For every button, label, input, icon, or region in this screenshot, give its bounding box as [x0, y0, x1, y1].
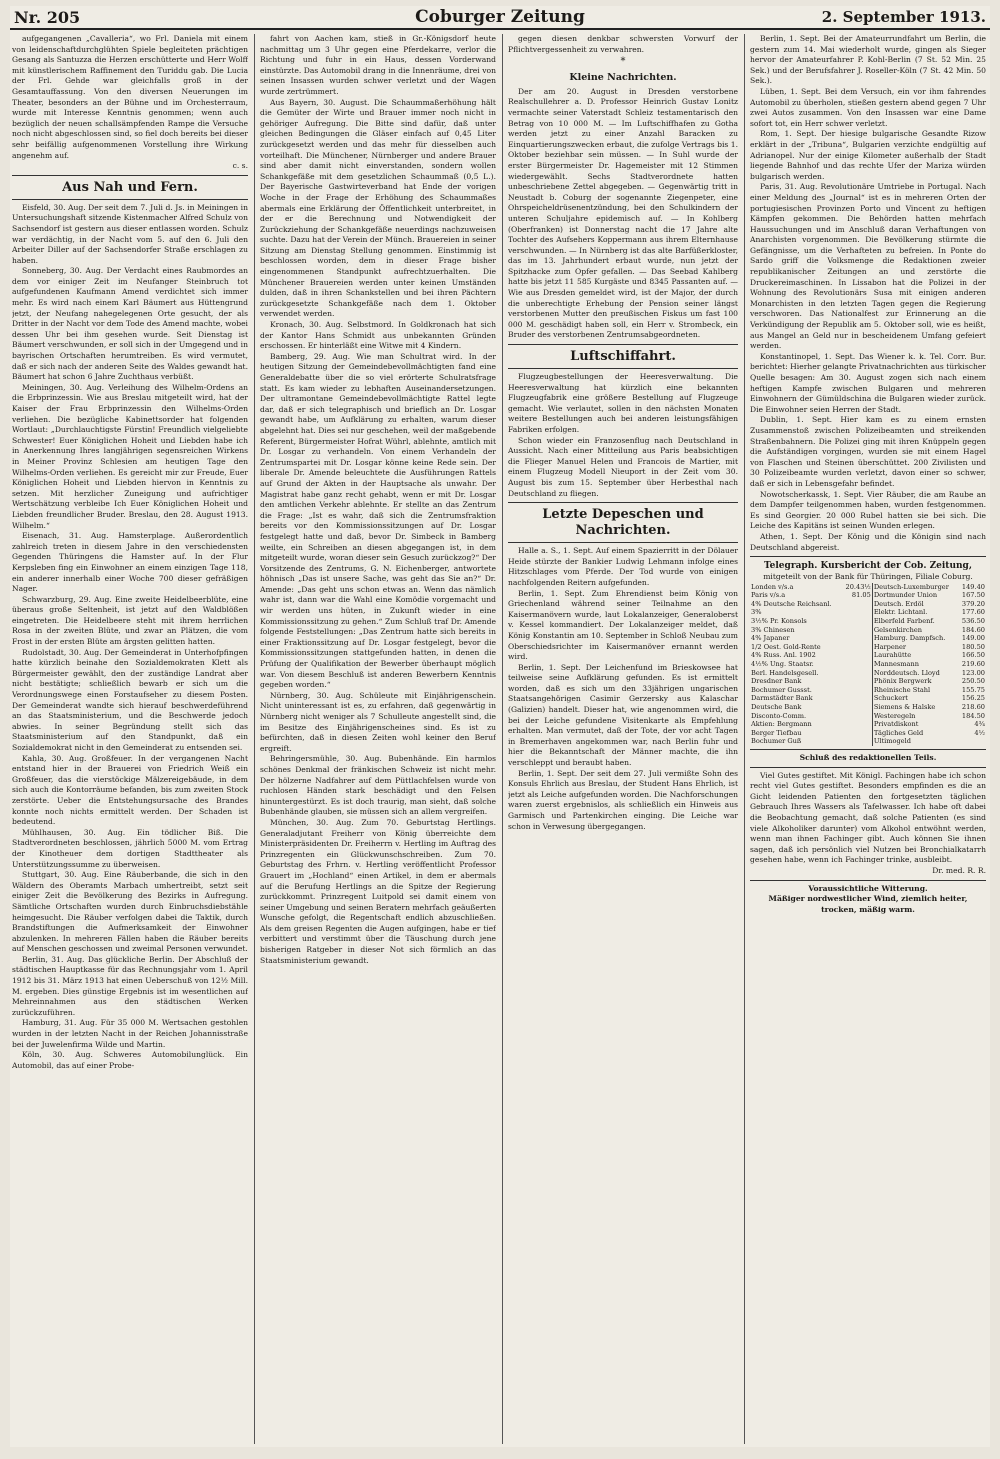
divider	[508, 542, 738, 543]
table-cell: 180.50	[961, 642, 985, 651]
section-heading: Aus Nah und Fern.	[62, 179, 198, 195]
article-text: Lüben, 1. Sept. Bei dem Versuch, ein vor ihm fahrendes Automobil zu überholen, stießen gestern abend gegen 7 Uhr zwei Autos zusammen. Von den Insassen war eine Dame sofort tot, ein Herr schwer verletzt.	[750, 86, 986, 128]
article-text: Athen, 1. Sept. Der König und die Königin sind nach Deutschland abgereist.	[750, 531, 986, 552]
table-cell: 4% Japaner	[751, 634, 790, 643]
table-row	[750, 608, 986, 617]
table-cell: Aktien: Bergmann	[751, 720, 812, 729]
article-text: Aus Bayern, 30. August. Die Schaummaßerhöhung hält die Gemüter der Wirte und Brauer immer noch nicht in gehöriger Aufregung. Die Bitte sind dafür, daß unter gleichen Bedingungen die Gläser einfach auf 0,45 Liter zurückgesetzt werden und das mehr für diesselben auch vorteilhaft. Die Münchener, Nürnberger und andere Brauer sind aber damit nicht einverstanden, sondern wollen Schankgefäße mit dem gesetzlichen Schaummaß (0,5 L.). Der Bayerische Gastwirteverband hat Ende der vorigen Woche in der Frage der Erhöhung des Schaummaßes abermals eine Erklärung der Öffentlichkeit unterbreitet, in der er die Berechnung und Notwendigkeit der Zurückziehung der Schankgefäße neuerdings nachzuweisen suchte. Dazu hat der Verein der Münch. Brauereien in seiner Sitzung am Dienstag Stellung genommen. Einstimmig ist beschlossen worden, dem in dieser Frage bisher eingenommenen Standpunkt aufrechtzuerhalten. Die Münchener Brauereien werden unter keinen Umständen dulden, daß in ihren Schankstellen und bei ihren Pächtern zurückgesetzte Schankgefäße nach dem 1. Oktober verwendet werden.	[260, 97, 496, 319]
table-row	[750, 600, 986, 609]
article-text: Hamburg, 31. Aug. Für 35 000 M. Wertsachen gestohlen wurden in der letzten Nacht in der Reichen Johannisstraße bei der Juwelenfirma Wilde und Martin.	[12, 1018, 248, 1049]
article-text: Rudolstadt, 30. Aug. Der Gemeinderat in Unterhofpfingen hatte kürzlich beinahe den Sozialdemokraten Klett als Bürgermeister gewählt, den der zuständige Landrat aber nicht bestätigte; schließlich bewarb er sich um die Verordnungswege einen Forstaufseher zu diesem Posten. Der Gemeinderat wandte sich hierauf beschwerdeführend an das Staatsministerium, und die Beschwerde jedoch abwies. In seiner Begründung stellt sich das Staatsministerium auf den Standpunkt, daß ein Sozialdemokrat nicht in den Gemeinderat zu entsenden sei.	[12, 647, 248, 752]
article-text: Behringersmühle, 30. Aug. Bubenhände. Ein harmlos schönes Denkmal der fränkischen Schweiz ist nicht mehr. Der hölzerne Nadfahrer auf dem Püttlachfelsen wurde von ruchlosen Händen stark beschädigt und den Felsen hinuntergestürzt. Es ist doch traurig, man sieht, daß solche Bubenhände glauben, sie müssen sich an allem vergreifen.	[260, 754, 496, 817]
table-cell: Privatdiskont	[873, 720, 919, 729]
article-text: gegen diesen denkbar schwersten Vorwurf der Pflichtvergessenheit zu verwahren.	[508, 34, 738, 54]
column-1	[12, 34, 248, 1444]
table-cell	[842, 720, 873, 729]
table-cell: Elberfeld Farbenf.	[873, 617, 935, 626]
exchange-report-subtitle: mitgeteilt von der Bank für Thüringen, Filiale Coburg.	[763, 572, 973, 582]
divider	[508, 502, 738, 503]
table-row	[750, 651, 986, 660]
divider	[750, 556, 986, 557]
column-rule	[254, 34, 255, 1444]
table-cell: Harpener	[873, 642, 907, 651]
table-cell: Laurahütte	[873, 651, 912, 660]
table-cell: 219.60	[961, 660, 985, 669]
table-cell: Siemens & Halske	[873, 703, 936, 711]
table-cell: 3% Chinesen	[751, 625, 795, 634]
table-cell	[842, 737, 873, 746]
article-text: Der am 20. August in Dresden verstorbene Realschullehrer a. D. Professor Heinrich Gustav Lonitz vermachte seiner Vaterstadt Schleiz testamentarisch den Betrag von 10 000 M. — Im Luftschiffhafen zu Gotha werden jetzt zu einer Anzahl Baracken zu Einquartierungszwecken erbaut, die zufolge Vertrags bis 1. Oktober beziehbar sein müssen. — In Suhl wurde der erster Bürgermeister Dr. Hagemeister mit 12 Stimmen wiedergewählt. Sechs Stadtverordnete hatten unbeschriebene Zettel abgegeben. — Gegenwärtig tritt in Neustadt b. Coburg der sogenannte Ziegenpeter, eine Ohrspeicheldrüsenentzündung, bei den Schulkindern der unteren Schuljahre epidemisch auf. — In Kohlberg (Oberfranken) ist Donnerstag nacht die 17 Jahre alte Tochter des Aufsehers Koppermann aus ihrem Elternhause verschwunden. — In Nürnberg ist das alte Barfüßerkloster, das im 13. Jahrhundert erbaut wurde, nun jetzt der Spitzhacke zum Opfer gefallen. — Das Seebad Kahlberg hatte bis jetzt 11 585 Kurgäste und 8345 Passanten auf. — Wie aus Dresden gemeldet wird, ist der Major, der durch die unberechtigte Erhebung der Pension seiner längst verstorbenen Mutter den preußischen Fiskus um fast 100 000 M. geschädigt haben soll, ein Herr v. Strombeck, ein Bruder des verstorbenen Zentrumsabgeordneten.	[508, 86, 738, 340]
table-cell: Londen v/s.a	[751, 582, 794, 591]
article-text: Sonneberg, 30. Aug. Der Verdacht eines Raubmordes an dem vor einiger Zeit im Neufanger Steinbruch tot aufgefundenen Kaufmann Amend verdichtet sich immer mehr. Es wird nach einem Karl Bäumert aus Hüttengrund jetzt, der Neufang nahegelegenen Orte gesucht, der als Dritter in der Nacht vor dem Tode des Amend machte, wobei dessen Uhr bei ihm gesehen wurde. Seit Dienstag ist Bäumert verschwunden, er soll sich in der Umgegend und in bayrischen Ortschaften herumtreiben. Es wird vermutet, daß er sich nach der anderen Seite des Waldes gewandt hat. Bäumert hat schon 6 Jahre Zuchthaus verbüßt.	[12, 266, 248, 382]
article-text: Köln, 30. Aug. Schweres Automobilunglück. Ein Automobil, das auf einer Probe-	[12, 1050, 248, 1070]
table-cell: Phönix Bergwerk	[873, 677, 932, 686]
table-cell: 167.50	[961, 591, 985, 600]
table-cell: Deutsch. Erdöl	[873, 599, 924, 608]
table-cell: Darmstädter Bank	[751, 694, 813, 703]
section-heading: Kleine Nachrichten.	[569, 71, 677, 83]
table-cell: Bochumer Guß	[751, 737, 802, 746]
article-text: Kahla, 30. Aug. Großfeuer. In der vergangenen Nacht entstand hier in der Brauerei von Friedrich Weiß ein Großfeuer, das die vierstöckige Mälzereigebäude, in dem sich auch die Kontorräume befanden, bis zum zweiten Stock zerstörte. Ueber die Entstehungsursache des Brandes konnte noch nichts ermittelt werden. Der Schaden ist bedeutend.	[12, 753, 248, 827]
table-cell: Disconto-Comm.	[751, 711, 807, 720]
article-text: Flugzeugbestellungen der Heeresverwaltung. Die Heeresverwaltung hat kürzlich eine bekannten Flugzeugfabrik eine größere Bestellung auf Flugzeuge gemacht. Wie verlautet, sollen in den nächsten Monaten weitere Bestellungen auch bei anderen leistungsfähigen Fabriken erfolgen.	[508, 372, 738, 434]
table-cell: Norddeutsch. Lloyd	[873, 668, 940, 677]
article-text: Stuttgart, 30. Aug. Eine Räuberbande, die sich in den Wäldern des Oberamts Marbach umhertreibt, setzt seit einiger Zeit die Bevölkerung des Bezirks in Aufregung. Sämtliche Ortschaften wurden durch Einbruchsdiebstähle heimgesucht. Die Räuber verfolgen dabei die Taktik, durch Brandstiftungen die Aufmerksamkeit der Einwohner abzulenken. In mehreren Fällen haben die Räuber bereits auf Menschen geschossen und zweimal Personen verwundet.	[12, 870, 248, 954]
table-cell: 20.43½	[842, 583, 873, 592]
table-row	[750, 634, 986, 643]
article-text: München, 30. Aug. Zum 70. Geburtstag Hertlings. Generaladjutant Freiherr von König überreichte dem Ministerpräsidenten Dr. Freiherrn v. Hertling im Auftrag des Prinzregenten ein Glückwunschschreiben. Zum 70. Geburtstag des Frhrn. v. Hertling veröffentlicht Professor Grauert im „Hochland“ einen Artikel, in dem er abermals auf die Berufung Hertlings an die Spitze der Regierung zurückkommt. Prinzregent Luitpold sei damit einem von seiner Umgebung und seinen Beratern mehrfach geäußerten Wunsche gefolgt, die Regentschaft endlich abzuschließen. Als dem greisen Regenten die Augen aufgingen, habe er tief verbittert und verstimmt über die Täuschung durch jene bisherigen Ratgeber in dieser Not sich förmlich an das Staatsministerium gewandt.	[260, 817, 496, 965]
table-cell: 81.05	[842, 591, 873, 600]
article-text: Konstantinopel, 1. Sept. Das Wiener k. k. Tel. Corr. Bur. berichtet: Hierher gelangte Privatnachrichten aus türkischer Quelle besagen: Am 30. August zogen sich nach einem heftigen Kampfe zwischen Bulgaren und mehreren Einwohnern der Gümüldschina die Bulgaren wieder zurück. Die Einwohner seien Herren der Stadt.	[750, 351, 986, 414]
table-cell: Paris v/s.a	[751, 591, 786, 600]
table-row	[750, 626, 986, 635]
table-cell: Mannesmann	[873, 660, 919, 669]
divider	[12, 175, 248, 176]
table-row	[750, 694, 986, 703]
masthead	[10, 6, 990, 30]
divider	[508, 344, 738, 345]
article-text: Eisenach, 31. Aug. Hamsterplage. Außerordentlich zahlreich treten in diesem Jahre in den verschiedensten Gegenden Thüringens die Hamster auf. In der Flur Kerpsleben fing ein Einwohner an einem einzigen Tage 118, ein anderer innerhalb einer Woche 700 dieser gefräßigen Nager.	[12, 531, 248, 594]
divider	[750, 880, 986, 881]
table-cell: 156.25	[961, 694, 985, 703]
table-cell: 218.60	[961, 703, 985, 711]
table-row	[750, 660, 986, 669]
table-cell: 536.50	[961, 617, 985, 626]
table-cell: Dortmunder Union	[873, 591, 938, 600]
table-cell: Deutsch-Luxemburger	[873, 582, 949, 591]
table-cell: Berl. Handelsgesell.	[751, 668, 819, 677]
article-text: fahrt von Aachen kam, stieß in Gr.-Königsdorf heute nachmittag um 3 Uhr gegen eine Pferdekarre, verlor die Richtung und fuhr in ein Haus, dessen Vorderwand einstürzte. Das Automobil drang in die Innenräume, drei von seinen Insassen wurden schwer verletzt und der Wagen wurde zertrümmert.	[260, 34, 496, 96]
table-cell: Dresdner Bank	[751, 677, 802, 686]
table-cell	[842, 729, 873, 738]
table-cell: Hamburg. Dampfsch.	[873, 634, 946, 643]
table-cell: 155.75	[961, 685, 985, 694]
table-cell: 1/2 Oest. Gold-Rente	[751, 642, 821, 651]
table-cell: Westeregeln	[873, 711, 916, 720]
table-row	[750, 712, 986, 721]
table-cell: Elektr. Lichtanl.	[873, 608, 928, 617]
table-row	[750, 737, 986, 746]
column-rule	[744, 34, 745, 1444]
section-heading: Letzte Depeschen und Nachrichten.	[542, 507, 704, 539]
table-cell: 177.60	[961, 608, 985, 617]
table-cell: 149.00	[961, 634, 985, 643]
article-text: Berlin, 1. Sept. Zum Ehrendienst beim König von Griechenland während seiner Teilnahme an den Kaisermanövern wurde, laut Lokalanzeiger, Generaloberst v. Kessel kommandiert. Der Lokalanzeiger meldet, daß König Konstantin am 10. September in Schloß Neubau zum Oberschiedsrichter im Kaisermanöver ernannt werden wird.	[508, 588, 738, 662]
article-text: Meiningen, 30. Aug. Verleihung des Wilhelm-Ordens an die Erbprinzessin. Wie aus Breslau mitgeteilt wird, hat der Kaiser der Frau Erbprinzessin den Wilhelms-Orden verliehen. Die bezügliche Kabinettsorder hat folgenden Wortlaut: „Durchlauchtigste Fürstin! Freundlich vielgeliebte Schwester! Euer Königlichen Hoheit und Liebden habe ich in Anerkennung Ihres langjährigen segensreichen Wirkens in Meiner Provinz Schlesien am heutigen Tage den Wilhelms-Orden verliehen. Es gereicht mir zur Freude, Euer Königlichen Hoheit und Liebden hiervon in Kenntnis zu setzen. Mit herzlicher Zuneigung und aufrichtiger Wertschätzung verbleibe Ich Euer Königlichen Hoheit und Liebden freundlicher Bruder. Breslau, den 28. August 1913. Wilhelm.“	[12, 382, 248, 530]
article-text: Berlin, 1. Sept. Der seit dem 27. Juli vermißte Sohn des Konsuls Ehrlich aus Breslau, der Student Hans Ehrlich, ist jetzt als Leiche aufgefunden worden. Die Nachforschungen waren zuerst ergebnislos, als schließlich ein Hinweis aus Garmisch und Partenkirchen einging. Die Leiche war schon in Verwesung übergegangen.	[508, 768, 738, 831]
table-cell	[958, 737, 986, 746]
article-text: Mühlhausen, 30. Aug. Ein tödlicher Biß. Die Stadtverordneten beschlossen, jährlich 5000 M. vom Ertrag der Kinotheuer dem dortigen Stadttheater als Unterstützungssumme zu überweisen.	[12, 827, 248, 869]
advertisement-signature: Dr. med. R. R.	[932, 865, 986, 875]
table-cell: 4% Deutsche Reichsanl.	[751, 599, 832, 608]
table-cell: 4½	[974, 728, 985, 737]
table-row	[750, 591, 986, 600]
table-cell	[842, 634, 873, 643]
table-cell	[842, 677, 873, 686]
table-cell	[842, 608, 873, 617]
article-text: Nowotscherkassk, 1. Sept. Vier Räuber, die am Raube an dem Dampfer teilgenommen haben, wurden festgenommen. Es sind Georgier. 20 000 Rubel hatten sie bei sich. Die Leiche des Kapitäns ist seinen Wunden erlegen.	[750, 489, 986, 531]
table-cell: Schuckert	[873, 694, 908, 703]
table-cell: Gelsenkirchen	[873, 625, 922, 634]
separator-star: *	[620, 56, 626, 68]
table-row	[750, 669, 986, 678]
article-text: Nürnberg, 30. Aug. Schüleute mit Einjährigenschein. Nicht uninteressant ist es, zu erfahren, daß gegenwärtig in Nürnberg nicht weniger als 7 Schulleute angestellt sind, die im Besitze des Einjährigenscheines sind. Es ist zu befürchten, daß in diesen Zeiten wohl keiner den Beruf ergreift.	[260, 690, 496, 753]
weather-title: Voraussichtliche Witterung.	[808, 883, 928, 893]
table-cell	[842, 626, 873, 635]
table-cell	[842, 600, 873, 609]
newspaper-page	[10, 6, 990, 1447]
article-text: Bamberg, 29. Aug. Wie man Schultrat wird. In der heutigen Sitzung der Gemeindebevollmächtigten fand eine Generaldebatte über die so viel erörterte Schulratsfrage statt. Es kam wieder zu lebhaften Auseinandersetzungen. Der ultramontane Gemeindebevollmächtigte Rattel legte dar, daß er sich telegraphisch und brieflich an Dr. Losgar gewandt habe, um Aufklärung zu erhalten, warum dieser abgelehnt hat. Dies sei nur geschehen, weil der maßgebende Referent, Bürgermeister Hofrat Wührl, ablehnte, amtlich mit Dr. Losgar zu verhandeln. Von einem Verhandeln der Zentrumspartei mit Dr. Losgar könne keine Rede sein. Der liberale Dr. Amende beleuchtete die Ausführungen Rattels auf Grund der Akten in der Hauptsache als unwahr. Der Magistrat habe ganz recht gehabt, wenn er mit Dr. Losgar den amtlichen Verkehr ablehnte. Er stellte an das Zentrum die Frage: „Ist es wahr, daß sich die Zentrumsfraktion bereits vor den Kommissionssitzungen auf Dr. Losgar festgelegt hatte und daß, bevor Dr. Simbeck in Bamberg weilte, ein Schreiben an diesen abgegangen ist, in dem mitgeteilt wurde, woran dieser sein Gesuch zurückzog?“ Der Vorsitzende des Zentrums, G. N. Eichenberger, antwortete höhnisch „Das ist unsere Sache, was geht das Sie an?“ Dr. Amende: „Das geht uns schon etwas an. Wenn das nämlich wahr ist, dann war die Wahl eine Komödie vorgemacht und wir werden uns hüten, in Zukunft wieder in eine Kommissionssitzung zu gehen.“ Zum Schluß traf Dr. Amende folgende Feststellungen: „Das Zentrum hatte sich bereits in einer Fraktionssitzung auf Dr. Losgar festgelegt, bevor die Kommissionssitzungen stattgefunden hatten, in denen die Prüfung der Qualifikation der Bewerber überhaupt möglich war. Von diesem Beschluß ist anderen Bewerbern Kenntnis gegeben worden.“	[260, 351, 496, 690]
article-text: Berlin, 31. Aug. Das glückliche Berlin. Der Abschluß der städtischen Hauptkasse für das Rechnungsjahr vom 1. April 1912 bis 31. März 1913 hat einen Ueberschuß von 12½ Mill. M. ergeben. Dies günstige Ergebnis ist im wesentlichen auf Mehreinnahmen aus den städtischen Werken zurückzuführen.	[12, 954, 248, 1017]
article-text: Schwarzburg, 29. Aug. Eine zweite Heidelbeerblüte, eine überaus große Seltenheit, ist jetzt auf den Waldblößen eingetreten. Die Heidelbeere steht mit ihrem herrlichen Rosa in der zweiten Blüte, und zwar an Plätzen, die vom Frost in der ersten Blüte am ärgsten gelitten hatten.	[12, 594, 248, 647]
table-cell: Bochumer Gussst.	[751, 685, 812, 694]
table-cell	[842, 669, 873, 678]
table-cell: 4½% Ung. Staatsr.	[751, 660, 814, 669]
article-text: aufgegangenen „Cavalleria“, wo Frl. Daniela mit einem von leidenschaftdurchglühten Spiele begleiteten prächtigen Gesang als Santuzza die Herzen erschütterte und Herr Wolff mit künstlerischem Raffinement den Turiddu gab. Die Lucia der Frl. Gehde war gleichfalls groß in der Gesamtauffassung. Von den diversen Neuerungen im Theater, besonders an der Bühne und im Orchesterraum, wurde mit Interesse Kenntnis genommen; wenn auch bezüglich der neuen schallsämpfenden Rampe die Versuche noch nicht abgeschlossen sind, so fiel doch bereits bei dieser sehr beifällig aufgenommenen Vorstellung ihre Wirkung angenehm auf.	[12, 34, 248, 160]
column-2	[260, 34, 496, 1444]
issue-date: 2. September 1913.	[821, 8, 986, 26]
article-text: Berlin, 1. Sept. Der Leichenfund im Brieskowsee hat teilweise seine Aufklärung gefunden. Es ist ermittelt worden, daß es sich um den 33jährigen ungarischen Staatsangehörigen Casimir Gerzersky aus Kalaschar (Galizien) handelt. Dieser hat, wie angenommen wird, die bei der Leiche gefundene Visitenkarte als Empfehlung erhalten. Man vermutet, daß der Tote, der vor acht Tagen in Bremerhaven angekommen war, nach Berlin fuhr und hier die Bekanntschaft der Männer machte, die ihn verschleppt und beraubt haben.	[508, 662, 738, 768]
table-cell: 4¾	[974, 720, 985, 729]
table-cell	[842, 703, 873, 712]
column-rule	[502, 34, 503, 1444]
table-row	[750, 643, 986, 652]
table-cell: 149.40	[961, 582, 985, 591]
table-cell: Berger Tiefbau	[751, 728, 802, 737]
table-cell: 379.20	[961, 599, 985, 608]
table-cell: Rheinische Stahl	[873, 685, 931, 694]
editorial-end-notice: Schluß des redaktionellen Teils.	[799, 752, 937, 762]
article-text: Paris, 31. Aug. Revolutionäre Umtriebe in Portugal. Nach einer Meldung des „Journal“ ist es in mehreren Orten der portugiesischen Provinzen Porto und Vincent zu heftigen Kämpfen gekommen. Die Behörden hatten mehrfach Haussuchungen und im Anschluß daran Verhaftungen von Anarchisten vorgenommen. Die Bevölkerung stürmte die Gefängnisse, um die Verhafteten zu befreien. In Ponte do Sardo griff die Volksmenge die Redaktionen zweier republikanischer Zeitungen an und zerstörte die Druckereimaschinen. In Lissabon hat die Polizei in der Wohnung des Revolutionärs Susa mit einigen anderen Monarchisten in den letzten Tagen gegen die Regierung verschworen. Das Nationalfest zur Erinnerung an die Verkündigung der Republik am 5. Oktober soll, wie es heißt, aus Mangel an Geld nur in bescheidenem Umfang gefeiert werden.	[750, 182, 986, 351]
table-cell: Ultimogeld	[873, 737, 911, 746]
table-cell	[842, 712, 873, 721]
table-row	[750, 729, 986, 738]
table-cell	[842, 686, 873, 695]
table-cell: Deutsche Bank	[751, 703, 802, 711]
table-cell: 3%	[751, 608, 762, 617]
article-text: Dublin, 1. Sept. Hier kam es zu einem ernsten Zusammenstoß zwischen Polizeibeamten und streikenden Straßenbahnern. Die Polizei ging mit ihren Knüppeln gegen die Aufständigen vorgingen, wurden sie mit einem Hagel von Flaschen und Steinen überschüttet. 200 Zivilisten und 30 Polizeibeamte wurden verletzt, davon einer so schwer, daß er sich in Lebensgefahr befindet.	[750, 415, 986, 488]
table-cell: Tägliches Geld	[873, 728, 924, 737]
divider	[12, 199, 248, 200]
divider	[750, 767, 986, 768]
table-row	[750, 703, 986, 712]
table-row	[750, 617, 986, 626]
table-cell: 123.00	[961, 668, 985, 677]
table-cell	[842, 651, 873, 660]
article-text: Halle a. S., 1. Sept. Auf einem Spazierritt in der Dölauer Heide stürzte der Bankier Ludwig Lehmann infolge eines Hitzschlages vom Pferde. Der Tod wurde von einigen nachfolgenden Reitern aufgefunden.	[508, 546, 738, 587]
table-row	[750, 720, 986, 729]
section-heading: Luftschiffahrt.	[570, 349, 676, 365]
table-cell: 4% Russ. Anl. 1902	[751, 651, 816, 660]
exchange-report-title: Telegraph. Kursbericht der Cob. Zeitung,	[764, 561, 972, 572]
article-text: Kronach, 30. Aug. Selbstmord. In Goldkronach hat sich der Kantor Hans Schmidt aus unbekannten Gründen erschossen. Er hinterläßt eine Witwe mit 4 Kindern.	[260, 320, 496, 351]
issue-number: Nr. 205	[14, 8, 81, 27]
table-cell	[842, 617, 873, 626]
column-4	[750, 34, 986, 1444]
divider	[750, 749, 986, 750]
article-text: Berlin, 1. Sept. Bei der Amateurrundfahrt um Berlin, die gestern zum 14. Mai wiederholt wurde, gingen als Sieger hervor der Amateurfahrer P. Kohl-Berlin (7 St. 52 Min. 25 Sek.) und der Berufsfahrer J. Roseller-Köln (7 St. 42 Min. 50 Sek.).	[750, 34, 986, 86]
article-text: Rom, 1. Sept. Der hiesige bulgarische Gesandte Rizow erklärt in der „Tribuna“, Bulgarien verzichte endgültig auf Adrianopel. Nur der einige Kilometer außerhalb der Stadt liegende Bahnhof und das rechte Ufer der Mariza würden bulgarisch werden.	[750, 129, 986, 181]
table-cell	[842, 694, 873, 703]
divider	[508, 368, 738, 369]
table-cell	[842, 660, 873, 669]
article-text: Schon wieder ein Franzosenflug nach Deutschland in Aussicht. Nach einer Mitteilung aus Paris beabsichtigen die Flieger Manuel Helen und Francois de Martier, mit einem Flugzeug Modell Nieuport in der Zeit vom 30. August bis zum 15. September über Herbesthal nach Deutschland zu fliegen.	[508, 435, 738, 498]
table-row	[750, 583, 986, 592]
newspaper-title: Coburger Zeitung	[415, 7, 585, 27]
table-cell: 166.50	[961, 651, 985, 660]
weather-forecast: Mäßiger nordwestlicher Wind, ziemlich heiter, trocken, mäßig warm.	[768, 894, 968, 914]
exchange-rates-table	[750, 583, 986, 746]
table-cell: 3½% Pr. Konsols	[751, 617, 807, 626]
table-row	[750, 677, 986, 686]
table-cell: 184.60	[961, 625, 985, 634]
table-row	[750, 686, 986, 695]
table-cell	[842, 643, 873, 652]
article-signature: c. s.	[232, 161, 248, 171]
table-cell: 184.50	[961, 711, 985, 720]
table-cell: 250.50	[961, 677, 985, 686]
article-text: Eisfeld, 30. Aug. Der seit dem 7. Juli d. Js. in Meiningen in Untersuchungshaft sitzende Kistenmacher Alfred Schulz von Sachsendorf ist gestern aus dieser entlassen worden. Schulz war verdächtig, in der Nacht vom 5. auf den 6. Juli den Arbeiter Diller auf der Sachsendorfer Straße erschlagen zu haben.	[12, 202, 248, 265]
column-3	[508, 34, 738, 1444]
advertisement-text: Viel Gutes gestiftet. Mit Königl. Fachingen habe ich schon recht viel Gutes gestiftet. Besonders empfinden es die an Gicht leidenden Patienten den fortgesetzten täglichen Gebrauch Ihres Wassers als Tafelwasser. Ich habe oft dabei die Beobachtung gemacht, daß solche Patienten (es sind viele Alkoholiker darunter) vom Alkohol entwöhnt werden, wenn man ihnen Fachinger gibt. Auch können Sie ihnen sagen, daß ich persönlich viel Nutzen bei Bronchialkatarrh gesehen habe, wenn ich Fachinger trinke, ausbleibt.	[750, 770, 986, 865]
